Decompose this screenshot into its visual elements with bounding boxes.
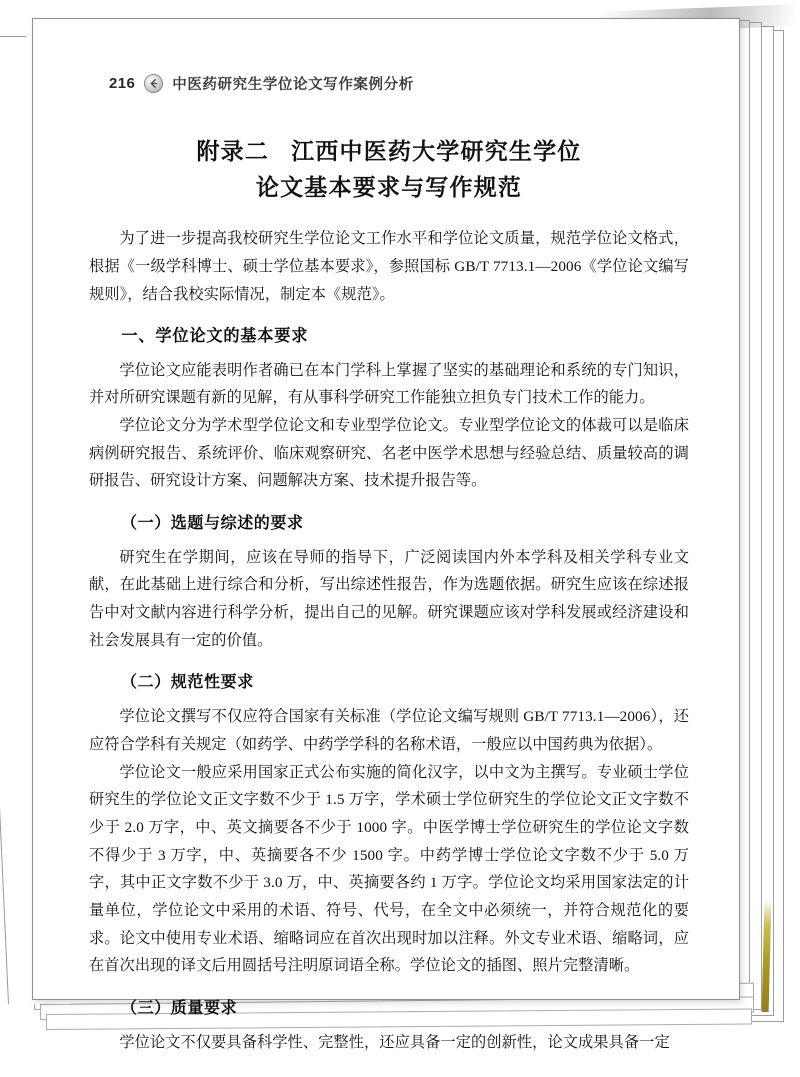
appendix-label: 附录二 bbox=[196, 139, 270, 164]
title-line-1-text: 江西中医药大学研究生学位 bbox=[291, 139, 582, 164]
document-page bbox=[32, 18, 740, 1052]
section-1-paragraph-1: 学位论文应能表明作者确已在本门学科上掌握了坚实的基础理论和系统的专门知识，并对所研究课题有新的见解，有从事科学研究工作能独立担负专门技术工作的能力。 bbox=[89, 361, 689, 407]
intro-paragraph: 为了进一步提高我校研究生学位论文工作水平和学位论文质量，规范学位论文格式，根据《一级学科博士、硕士学位基本要求》，参照国标 GB/T 7713.1—2006《学位论文编写规则》，结合我校实际情况，制定本《规范》。 bbox=[89, 230, 689, 303]
section-heading-1: 一、学位论文的基本要求 bbox=[121, 327, 309, 346]
title-line-2: 论文基本要求与写作规范 bbox=[255, 174, 523, 200]
subsection-2-paragraph-1: 学位论文撰写不仅应符合国家有关标准（学位论文编写规则 GB/T 7713.1—2006），还应符合学科有关规定（如药学、中药学学科的名称术语，一般应以中国药典为依据）。 bbox=[89, 708, 689, 754]
subsection-2-paragraph-2: 学位论文一般应采用国家正式公布实施的简化汉字，以中文为主撰写。专业硕士学位研究生的学位论文正文字数不少于 1.5 万字，学术硕士学位研究生的学位论文正文字数不少于 2.0 万字，中、英文摘要各不少于 1000 字。中医学博士学位研究生的学位论文字数不得少于 3 万字，中、英摘要各不少 1500 字。中药学博士学位论文字数不少于 5.0 万字，其中正文字数不少于 3.0 万，中、英摘要各约 1 万字。学位论文均采用国家法定的计量单位，学位论文中采用的术语、符号、代号，在全文中必须统一，并符合规范化的要求。论文中使用专业术语、缩略词应在首次出现时加以注释。外文专业术语、缩略词，应在首次出现的译文后用圆括号注明原词语全称。学位论文的插图、照片完整清晰。 bbox=[89, 763, 689, 975]
back-arrow-circle-icon bbox=[144, 74, 163, 93]
subsection-heading-3: （三）质量要求 bbox=[121, 1000, 238, 1018]
section-1-paragraph-2: 学位论文分为学术型学位论文和专业型学位论文。专业型学位论文的体裁可以是临床病例研究报告、系统评价、临床观察研究、名老中医学术思想与经验总结、质量较高的调研报告、研究设计方案、问题解决方案、技术提升报告等。 bbox=[89, 416, 689, 490]
page-title bbox=[89, 134, 689, 205]
page-content-area bbox=[89, 73, 689, 1052]
subsection-3-paragraph-1: 学位论文不仅要具备科学性、完整性，还应具备一定的创新性，论文成果具备一定 bbox=[119, 1034, 670, 1052]
page-number: 216 bbox=[109, 75, 136, 92]
subsection-heading-2: （二）规范性要求 bbox=[121, 674, 254, 692]
subsection-heading-1: （一）选题与综述的要求 bbox=[121, 514, 304, 532]
running-head bbox=[109, 73, 689, 94]
title-line-1 bbox=[89, 134, 689, 170]
subsection-1-paragraph-1: 研究生在学期间，应该在导师的指导下，广泛阅读国内外本学科及相关学科专业文献，在此基础上进行综合和分析，写出综述性报告，作为选题依据。研究生应该在综述报告中对文献内容进行科学分析，提出自己的见解。研究课题应该对学科发展或经济建设和社会发展具有一定的价值。 bbox=[89, 548, 689, 649]
running-head-title: 中医药研究生学位论文写作案例分析 bbox=[172, 77, 414, 93]
